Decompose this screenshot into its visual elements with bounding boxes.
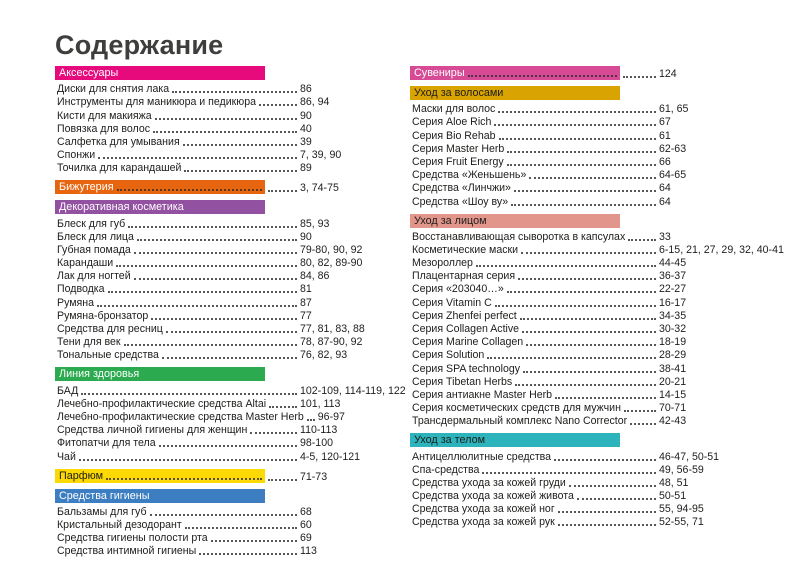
entry-label: Серия косметических средств для мужчин — [412, 402, 621, 415]
section-header-row — [55, 65, 385, 80]
toc-entry — [55, 295, 385, 308]
entry-label: Серия Marine Collagen — [412, 336, 524, 349]
dot-leader — [487, 357, 656, 359]
dot-leader — [184, 170, 297, 172]
entry-pages: 33 — [659, 230, 671, 243]
entry-label: Кристальный дезодорант — [57, 518, 182, 531]
toc-entry — [410, 194, 790, 207]
toc-entry — [410, 388, 790, 401]
dot-leader — [520, 318, 656, 320]
toc-entry — [410, 115, 790, 128]
entry-pages: 90 — [300, 109, 312, 122]
entry-label: Румяна — [57, 296, 95, 309]
entry-pages: 67 — [659, 116, 671, 129]
toc-entry — [410, 282, 790, 295]
section-header-bar — [55, 489, 265, 503]
entry-pages: 6-15, 21, 27, 29, 32, 40-41 — [659, 243, 784, 256]
entry-pages: 64 — [659, 182, 671, 195]
section-header-bar — [410, 66, 620, 80]
entry-pages: 66 — [659, 155, 671, 168]
entry-label: Серия «203040…» — [412, 283, 504, 296]
entry-pages: 101, 113 — [300, 397, 341, 410]
section-header-bar — [410, 214, 620, 228]
entry-label: Лечебно-профилактические средства Altai — [57, 397, 267, 410]
dot-leader — [476, 265, 656, 267]
toc-entry — [55, 216, 385, 229]
section-title: Уход за телом — [414, 434, 485, 447]
toc-entry — [55, 230, 385, 243]
section-header-row — [410, 432, 790, 447]
toc-section — [410, 213, 790, 428]
entry-label: Средства для ресниц — [57, 323, 163, 335]
entry-label: Плацентарная серия — [412, 270, 516, 283]
entry-label: Подводка — [57, 283, 105, 296]
dot-leader — [269, 406, 297, 408]
toc-entry — [55, 518, 385, 531]
section-header-row — [55, 366, 385, 381]
entry-label: Средства ухода за кожей живота — [412, 490, 574, 503]
entry-pages: 84, 86 — [300, 270, 330, 283]
entry-label: Лак для ногтей — [57, 270, 131, 283]
toc-entry — [55, 256, 385, 269]
toc-section — [55, 488, 385, 558]
dot-leader — [511, 204, 656, 206]
entry-pages: 78, 87-90, 92 — [300, 336, 363, 349]
dot-leader — [268, 479, 297, 481]
section-header-bar — [55, 180, 265, 194]
dot-leader — [159, 445, 297, 447]
entry-label: Румяна-бронзатор — [57, 309, 149, 322]
entry-label: Средства личной гигиены для женщин — [57, 424, 248, 437]
toc-section — [55, 468, 385, 483]
toc-entry — [55, 108, 385, 121]
entry-label: БАД — [57, 384, 79, 397]
entry-pages: 38-41 — [659, 362, 687, 375]
entry-label: Средства «Шоу ву» — [412, 195, 509, 208]
dot-leader — [468, 75, 617, 77]
entry-pages: 64 — [659, 195, 671, 208]
entry-pages: 30-32 — [659, 323, 687, 335]
toc-section — [410, 65, 790, 80]
entry-label: Маски для волос — [412, 103, 496, 116]
dot-leader — [518, 278, 656, 280]
entry-label: Чай — [57, 450, 76, 463]
section-header-bar — [410, 433, 620, 447]
entry-label: Серия Vitamin C — [412, 296, 492, 309]
dot-leader — [108, 291, 297, 293]
toc-entry — [410, 502, 790, 515]
entry-label: Серия антиакне Master Herb — [412, 388, 553, 401]
section-header-row — [55, 179, 385, 194]
toc-entry — [55, 544, 385, 557]
entry-label: Салфетка для умывания — [57, 135, 180, 148]
toc-section — [55, 65, 385, 174]
dot-leader — [185, 527, 297, 529]
dot-leader — [137, 239, 297, 241]
section-title: Аксессуары — [59, 67, 119, 79]
dot-leader — [482, 472, 656, 474]
entry-label: Спа-средства — [412, 463, 480, 476]
dot-leader — [166, 331, 297, 333]
entry-label: Трансдермальный комплекс Nano Corrector — [412, 415, 628, 428]
dot-leader — [97, 305, 297, 307]
entry-pages: 16-17 — [659, 296, 687, 309]
dot-leader — [134, 252, 297, 254]
entry-pages: 7, 39, 90 — [300, 149, 342, 162]
entry-label: Блеск для губ — [57, 217, 126, 230]
section-title: Сувениры — [414, 67, 465, 79]
dot-leader — [507, 164, 656, 166]
dot-leader — [558, 524, 656, 526]
entry-pages: 61 — [659, 129, 671, 142]
entry-pages: 20-21 — [659, 375, 687, 388]
entry-pages: 98-100 — [300, 437, 333, 450]
entry-pages: 69 — [300, 532, 312, 545]
dot-leader — [555, 397, 656, 399]
dot-leader — [307, 419, 315, 421]
toc-entry — [410, 168, 790, 181]
entry-label: Тени для век — [57, 336, 121, 349]
dot-leader — [628, 239, 656, 241]
toc-entry — [410, 322, 790, 335]
section-title: Уход за лицом — [414, 214, 487, 227]
entry-pages: 110-113 — [300, 424, 338, 437]
toc-entry — [410, 102, 790, 115]
dot-leader — [162, 357, 297, 359]
entry-label: Блеск для лица — [57, 230, 134, 243]
entry-pages: 49, 56-59 — [659, 463, 704, 476]
entry-label: Серия Collagen Active — [412, 323, 520, 335]
section-header-bar — [55, 469, 265, 483]
dot-leader — [116, 265, 297, 267]
section-header-bar — [55, 66, 265, 80]
entry-pages: 77, 81, 83, 88 — [300, 323, 365, 335]
toc-entry — [55, 269, 385, 282]
dot-leader — [529, 177, 656, 179]
entry-pages: 46-47, 50-51 — [659, 450, 720, 463]
toc-entry — [55, 161, 385, 174]
toc-section — [55, 366, 406, 463]
toc-entry — [410, 128, 790, 141]
entry-pages: 102-109, 114-119, 122 — [300, 384, 406, 397]
entry-label: Повязка для волос — [57, 122, 151, 135]
entry-pages: 86, 94 — [300, 96, 330, 109]
entry-label: Серия Bio Rehab — [412, 129, 496, 142]
toc-entry — [55, 243, 385, 256]
toc-entry — [410, 515, 790, 528]
entry-label: Лечебно-профилактические средства Master Herb — [57, 410, 304, 423]
entry-label: Серия Solution — [412, 349, 485, 362]
toc-section — [410, 85, 790, 208]
dot-leader — [515, 384, 656, 386]
toc-entry — [55, 122, 385, 135]
toc-entry — [55, 309, 385, 322]
dot-leader — [117, 189, 262, 191]
dot-leader — [79, 459, 297, 461]
toc-entry — [55, 531, 385, 544]
entry-label: Фитопатчи для тела — [57, 437, 156, 450]
dot-leader — [128, 226, 297, 228]
dot-leader — [507, 151, 656, 153]
entry-pages: 70-71 — [659, 402, 687, 415]
entry-pages: 34-35 — [659, 309, 687, 322]
entry-label: Средства гигиены полости рта — [57, 532, 208, 545]
entry-pages: 79-80, 90, 92 — [300, 243, 363, 256]
toc-section — [55, 179, 385, 194]
entry-pages: 62-63 — [659, 142, 687, 155]
section-header-row — [55, 199, 385, 214]
dot-leader — [199, 553, 297, 555]
entry-label: Косметические маски — [412, 243, 519, 256]
entry-label: Серия Aloe Rich — [412, 116, 492, 129]
dot-leader — [106, 478, 262, 480]
dot-leader — [624, 410, 656, 412]
toc-entry — [410, 243, 790, 256]
dot-leader — [155, 118, 297, 120]
entry-pages: 22-27 — [659, 283, 687, 296]
toc-entry — [55, 423, 385, 436]
dot-leader — [526, 344, 656, 346]
toc-section — [410, 432, 790, 528]
section-title: Парфюм — [59, 469, 104, 482]
section-pages: 71-73 — [300, 470, 328, 483]
toc-entry — [410, 489, 790, 502]
dot-leader — [151, 318, 297, 320]
section-pages: 3, 74-75 — [300, 182, 339, 195]
dot-leader — [211, 540, 297, 542]
dot-leader — [268, 190, 297, 192]
toc-entry — [410, 142, 790, 155]
toc-entry — [55, 449, 385, 462]
section-header-row — [55, 468, 385, 483]
toc-entry — [410, 335, 790, 348]
toc-entry — [55, 397, 385, 410]
toc-entry — [410, 476, 790, 489]
toc-entry — [410, 256, 790, 269]
entry-pages: 48, 51 — [659, 476, 689, 489]
toc-entry — [55, 505, 385, 518]
dot-leader — [499, 138, 656, 140]
toc-column-right — [410, 65, 790, 562]
entry-pages: 4-5, 120-121 — [300, 450, 361, 463]
toc-entry — [410, 230, 790, 243]
section-title: Средства гигиены — [59, 489, 150, 502]
toc-entry — [410, 309, 790, 322]
entry-label: Точилка для карандашей — [57, 162, 182, 175]
toc-entry — [410, 348, 790, 361]
dot-leader — [507, 291, 656, 293]
section-title: Декоративная косметика — [59, 201, 184, 214]
entry-pages: 87 — [300, 296, 312, 309]
section-header-bar — [55, 367, 265, 381]
entry-pages: 81 — [300, 283, 312, 296]
dot-leader — [577, 498, 656, 500]
entry-pages: 52-55, 71 — [659, 516, 704, 529]
toc-entry — [410, 181, 790, 194]
entry-label: Диски для снятия лака — [57, 83, 170, 96]
dot-leader — [81, 393, 297, 395]
entry-pages: 44-45 — [659, 257, 687, 270]
toc-entry — [410, 449, 790, 462]
entry-pages: 68 — [300, 505, 312, 518]
dot-leader — [172, 91, 297, 93]
dot-leader — [514, 190, 656, 192]
entry-pages: 60 — [300, 518, 312, 531]
dot-leader — [522, 331, 656, 333]
toc-entry — [55, 348, 385, 361]
entry-pages: 18-19 — [659, 336, 687, 349]
toc-entry — [55, 335, 385, 348]
dot-leader — [495, 305, 656, 307]
entry-label: Бальзамы для губ — [57, 505, 147, 518]
dot-leader — [183, 144, 297, 146]
dot-leader — [558, 511, 656, 513]
section-header-row — [410, 85, 790, 100]
dot-leader — [554, 459, 656, 461]
section-title: Линия здоровья — [59, 368, 140, 381]
entry-pages: 76, 82, 93 — [300, 349, 348, 362]
toc-entry — [410, 375, 790, 388]
page-title: Содержание — [55, 30, 224, 60]
entry-pages: 64-65 — [659, 169, 687, 182]
dot-leader — [98, 157, 297, 159]
toc-entry — [410, 295, 790, 308]
dot-leader — [494, 124, 656, 126]
dot-leader — [523, 371, 656, 373]
section-title: Уход за волосами — [414, 87, 504, 99]
dot-leader — [134, 278, 297, 280]
toc-entry — [410, 155, 790, 168]
dot-leader — [623, 76, 656, 78]
entry-pages: 113 — [300, 545, 317, 558]
entry-label: Тональные средства — [57, 349, 159, 362]
entry-label: Антицеллюлитные средства — [412, 450, 552, 463]
entry-label: Средства ухода за кожей рук — [412, 516, 555, 529]
entry-label: Серия SPA technology — [412, 362, 521, 375]
entry-label: Средства «Линчжи» — [412, 182, 511, 195]
entry-pages: 89 — [300, 162, 312, 175]
entry-pages: 50-51 — [659, 490, 687, 503]
entry-label: Губная помада — [57, 243, 131, 256]
entry-label: Средства «Женьшень» — [412, 169, 527, 182]
toc-entry — [55, 383, 406, 397]
toc-entry — [410, 414, 790, 427]
section-header-bar — [410, 86, 620, 100]
dot-leader — [250, 432, 297, 434]
entry-label: Серия Tibetan Herbs — [412, 375, 513, 388]
toc-entry — [55, 148, 385, 161]
section-header-bar — [55, 200, 265, 214]
toc-entry — [55, 322, 385, 335]
toc-entry — [410, 269, 790, 282]
section-header-row — [410, 213, 790, 228]
section-pages: 124 — [659, 68, 677, 80]
entry-pages: 55, 94-95 — [659, 503, 704, 516]
entry-pages: 85, 93 — [300, 217, 330, 230]
dot-leader — [630, 423, 656, 425]
section-title: Бижутерия — [59, 181, 114, 194]
entry-label: Восстанавливающая сыворотка в капсулах — [412, 230, 626, 243]
entry-label: Серия Zhenfei perfect — [412, 309, 517, 322]
toc-columns — [55, 65, 790, 562]
entry-label: Средства ухода за кожей груди — [412, 476, 566, 489]
section-header-row — [410, 65, 790, 80]
entry-pages: 80, 82, 89-90 — [300, 257, 363, 270]
entry-label: Инструменты для маникюра и педикюра — [57, 96, 257, 109]
toc-entry — [410, 463, 790, 476]
toc-entry — [410, 361, 790, 374]
entry-label: Средства интимной гигиены — [57, 545, 197, 558]
toc-entry — [55, 282, 385, 295]
dot-leader — [124, 344, 297, 346]
toc-entry — [55, 135, 385, 148]
toc-entry — [55, 410, 385, 423]
section-header-row — [55, 488, 385, 503]
entry-label: Серия Master Herb — [412, 142, 505, 155]
entry-pages: 28-29 — [659, 349, 687, 362]
entry-label: Карандаши — [57, 257, 114, 270]
dot-leader — [259, 104, 297, 106]
entry-pages: 14-15 — [659, 388, 687, 401]
entry-pages: 86 — [300, 83, 312, 96]
entry-pages: 36-37 — [659, 270, 687, 283]
entry-pages: 77 — [300, 309, 312, 322]
toc-column-left — [55, 65, 406, 562]
entry-label: Мезороллер — [412, 257, 473, 270]
dot-leader — [153, 131, 297, 133]
entry-pages: 61, 65 — [659, 103, 689, 116]
entry-label: Серия Fruit Energy — [412, 155, 504, 168]
toc-entry — [55, 436, 385, 449]
entry-pages: 42-43 — [659, 415, 687, 428]
entry-pages: 40 — [300, 122, 312, 135]
dot-leader — [521, 252, 656, 254]
entry-pages: 39 — [300, 135, 312, 148]
dot-leader — [150, 514, 297, 516]
entry-pages: 90 — [300, 230, 312, 243]
toc-section — [55, 199, 385, 361]
dot-leader — [498, 111, 656, 113]
entry-pages: 96-97 — [317, 410, 345, 423]
entry-label: Спонжи — [57, 149, 96, 162]
toc-entry — [55, 95, 385, 108]
dot-leader — [569, 485, 656, 487]
toc-entry — [55, 82, 385, 95]
toc-entry — [410, 401, 790, 414]
entry-label: Кисти для макияжа — [57, 109, 152, 122]
entry-label: Средства ухода за кожей ног — [412, 503, 555, 516]
